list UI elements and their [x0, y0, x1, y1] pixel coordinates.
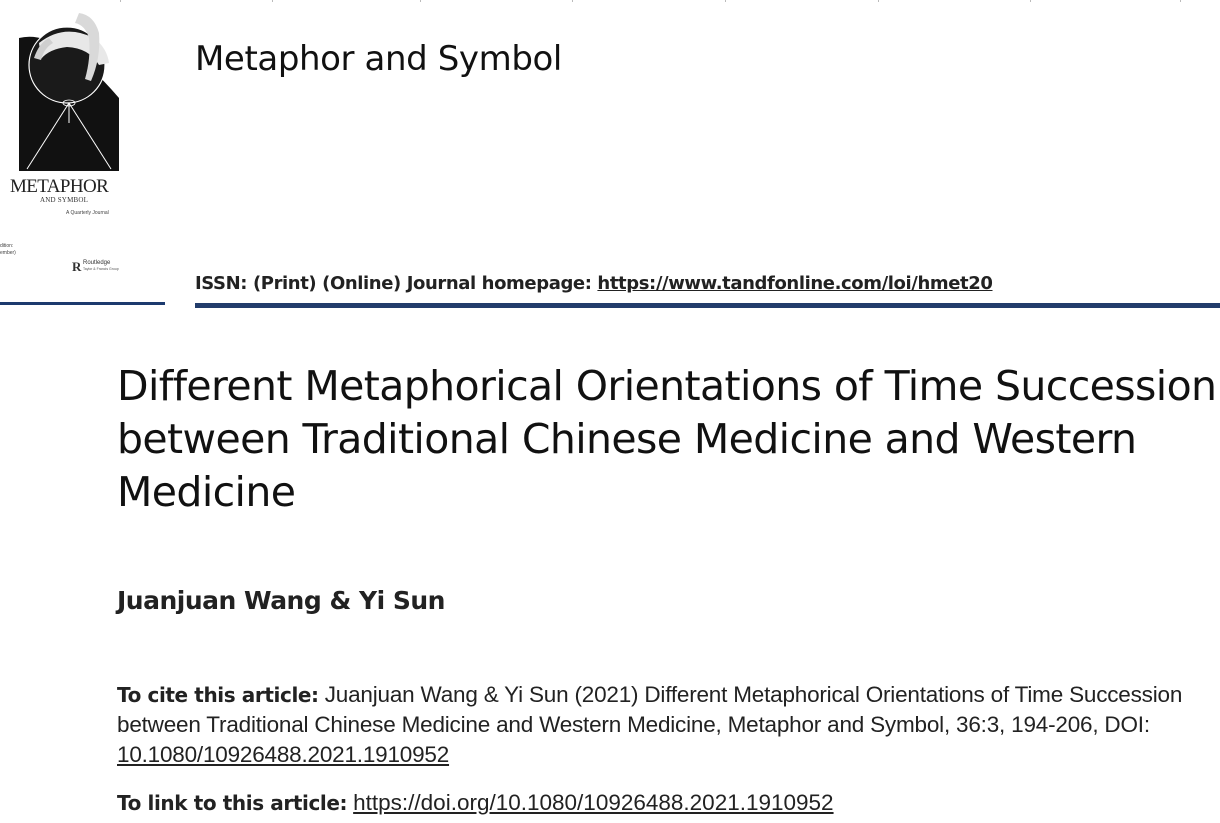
article-authors: Juanjuan Wang & Yi Sun [117, 586, 445, 615]
cover-subtitle: AND SYMBOL [40, 196, 89, 204]
cover-edge-text [0, 243, 16, 257]
article-link-line [117, 790, 834, 816]
journal-homepage-link[interactable]: https://www.tandfonline.com/loi/hmet20 [597, 273, 993, 294]
article-link-label: To link to this article: [117, 791, 348, 815]
citation-block [117, 680, 1217, 770]
cover-tagline: A Quarterly Journal [66, 210, 109, 216]
issn-text: ISSN: (Print) (Online) Journal homepage: [195, 273, 598, 294]
citation-label: To cite this article: [117, 683, 319, 707]
cover-wordmark: METAPHOR [10, 176, 109, 197]
citation-text: Juanjuan Wang & Yi Sun (2021) Different Metaphorical Orientations of Time Succession between Traditional Chinese Medicine and Western Medicine, Metaphor and Symbol, 36:3, 194-206, DOI: [117, 682, 1183, 737]
issn-line [195, 273, 993, 294]
publisher-name: Routledge [83, 260, 111, 266]
header-divider [195, 303, 1220, 308]
journal-cover-thumbnail [0, 0, 165, 300]
cover-divider [0, 302, 165, 305]
article-doi-url-link[interactable]: https://doi.org/10.1080/10926488.2021.1910952 [353, 790, 834, 815]
article-title: Different Metaphorical Orientations of Time Succession between Traditional Chinese Medicine and Western Medicine [117, 362, 1217, 516]
publisher-group: Taylor & Francis Group [83, 267, 119, 271]
doi-link[interactable]: 10.1080/10926488.2021.1910952 [117, 742, 450, 767]
cover-edge-line: dition: [0, 243, 14, 249]
cover-edge-line: ember) [0, 250, 16, 256]
cover-illustration [19, 3, 119, 171]
top-edge-ticks [0, 0, 1220, 2]
routledge-r-icon: R [72, 259, 82, 274]
journal-title: Metaphor and Symbol [195, 39, 562, 79]
